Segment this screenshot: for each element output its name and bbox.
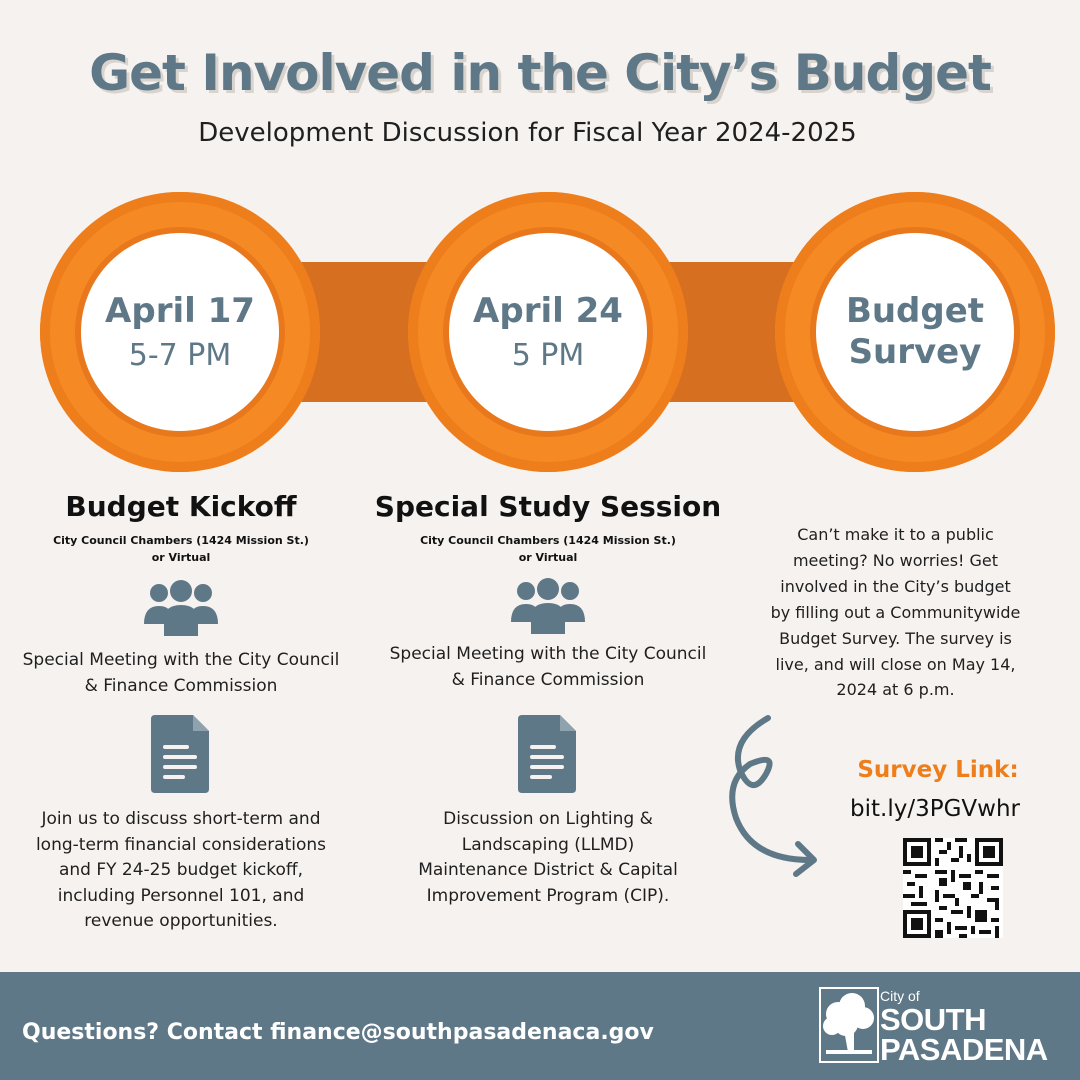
event-location (372, 533, 724, 566)
timeline-date: April 24 (473, 291, 623, 332)
footer (0, 972, 1080, 1080)
timeline-circle-april-24 (408, 192, 688, 472)
timeline-circle-budget-survey (775, 192, 1055, 472)
timeline-survey-label: Budget Survey (845, 291, 985, 372)
people-icon (142, 580, 220, 638)
event-heading: Budget Kickoff (65, 490, 297, 523)
tree-logo-icon (818, 986, 880, 1064)
timeline-circle-inner (449, 233, 647, 431)
city-logo (818, 986, 1068, 1071)
event-location-line: City Council Chambers (1424 Mission St.) (420, 534, 676, 547)
event-meeting-type: Special Meeting with the City Council & Finance Commission (22, 650, 340, 696)
event-location-line: or Virtual (518, 550, 578, 564)
timeline-date: April 17 (105, 291, 255, 332)
timeline-time: 5-7 PM (128, 337, 232, 373)
timeline-time: 5 PM (511, 337, 585, 373)
people-icon (509, 578, 587, 636)
page-subtitle: Development Discussion for Fiscal Year 2024-2025 (198, 118, 857, 148)
event-description: Discussion on Lighting & Landscaping (LLMD) Maintenance District & Capital Improvement Program (CIP). (418, 809, 678, 906)
event-description: Join us to discuss short-term and long-term financial considerations and FY 24-25 budget kickoff, including Personnel 101, and revenue opportunities. (35, 809, 327, 931)
curved-arrow-icon (700, 700, 840, 890)
document-icon (151, 715, 211, 793)
logo-pasadena: PASADENA (880, 1032, 1048, 1067)
event-budget-kickoff (22, 490, 340, 935)
survey-link-url[interactable]: bit.ly/3PGVwhr (850, 796, 1020, 822)
event-special-study-session (372, 490, 724, 909)
event-heading: Special Study Session (374, 490, 722, 523)
timeline-circle-april-17 (40, 192, 320, 472)
footer-contact[interactable]: Questions? Contact finance@southpasadenaca.gov (22, 1020, 654, 1045)
survey-description: Can’t make it to a public meeting? No worries! Get involved in the City’s budget by filling out a Communitywide Budget Survey. The survey is live, and will close on May 14, 2024 at 6 p.m. (770, 525, 1021, 700)
event-location-line: or Virtual (151, 550, 211, 564)
document-icon (518, 715, 578, 793)
event-location (22, 533, 340, 566)
logo-city-of: City of (880, 988, 920, 1004)
event-meeting-type: Special Meeting with the City Council & Finance Commission (389, 644, 707, 690)
timeline-circle-inner (816, 233, 1014, 431)
event-location-line: City Council Chambers (1424 Mission St.) (53, 534, 309, 547)
page-title: Get Involved in the City’s Budget (89, 44, 991, 102)
logo-south: SOUTH (880, 1002, 986, 1037)
qr-code-icon[interactable] (903, 838, 1003, 938)
timeline-circle-inner (81, 233, 279, 431)
survey-link-label: Survey Link: (857, 757, 1019, 783)
